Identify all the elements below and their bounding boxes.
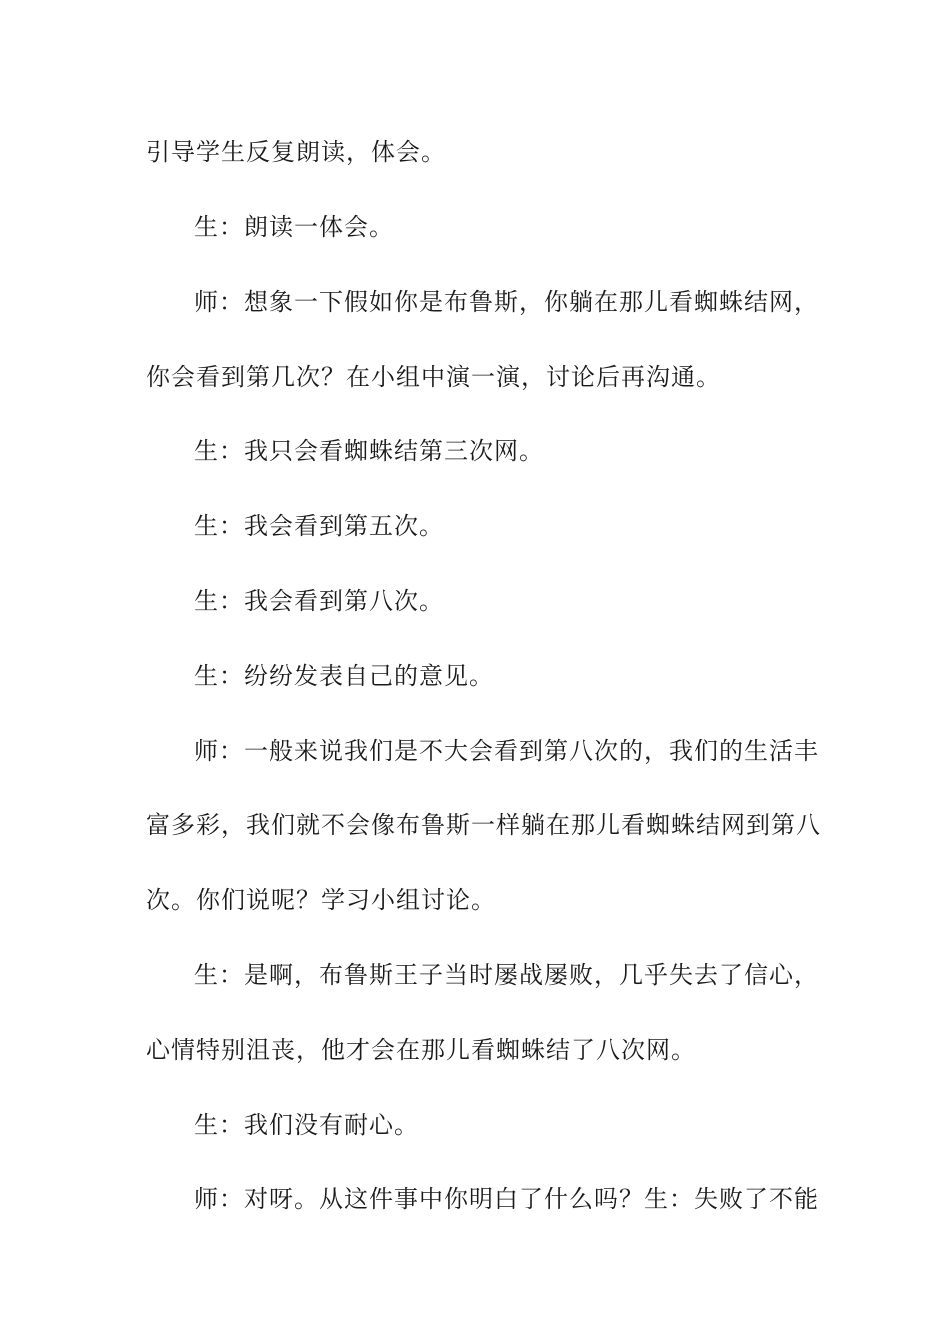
- text-line: 心情特别沮丧，他才会在那儿看蜘蛛结了八次网。: [146, 1036, 696, 1064]
- text-line: 生：是啊，布鲁斯王子当时屡战屡败，几乎失去了信心，: [194, 961, 819, 989]
- text-line: 引导学生反复朗读，体会。: [146, 138, 446, 166]
- text-line: 师：一般来说我们是不大会看到第八次的，我们的生活丰: [194, 737, 819, 765]
- text-line: 生：我们没有耐心。: [194, 1111, 419, 1139]
- text-line: 生：纷纷发表自己的意见。: [194, 662, 494, 690]
- text-line: 生：朗读一体会。: [194, 213, 394, 241]
- text-line: 生：我只会看蜘蛛结第三次网。: [194, 437, 544, 465]
- text-line: 生：我会看到第五次。: [194, 512, 444, 540]
- text-line: 你会看到第几次？在小组中演一演，讨论后再沟通。: [146, 363, 721, 391]
- text-line: 次。你们说呢？学习小组讨论。: [146, 886, 496, 914]
- text-line: 师：想象一下假如你是布鲁斯，你躺在那儿看蜘蛛结网，: [194, 288, 819, 316]
- text-line: 生：我会看到第八次。: [194, 587, 444, 615]
- text-line: 富多彩，我们就不会像布鲁斯一样躺在那儿看蜘蛛结网到第八: [146, 811, 821, 839]
- text-line: 师：对呀。从这件事中你明白了什么吗？生：失败了不能: [194, 1185, 819, 1213]
